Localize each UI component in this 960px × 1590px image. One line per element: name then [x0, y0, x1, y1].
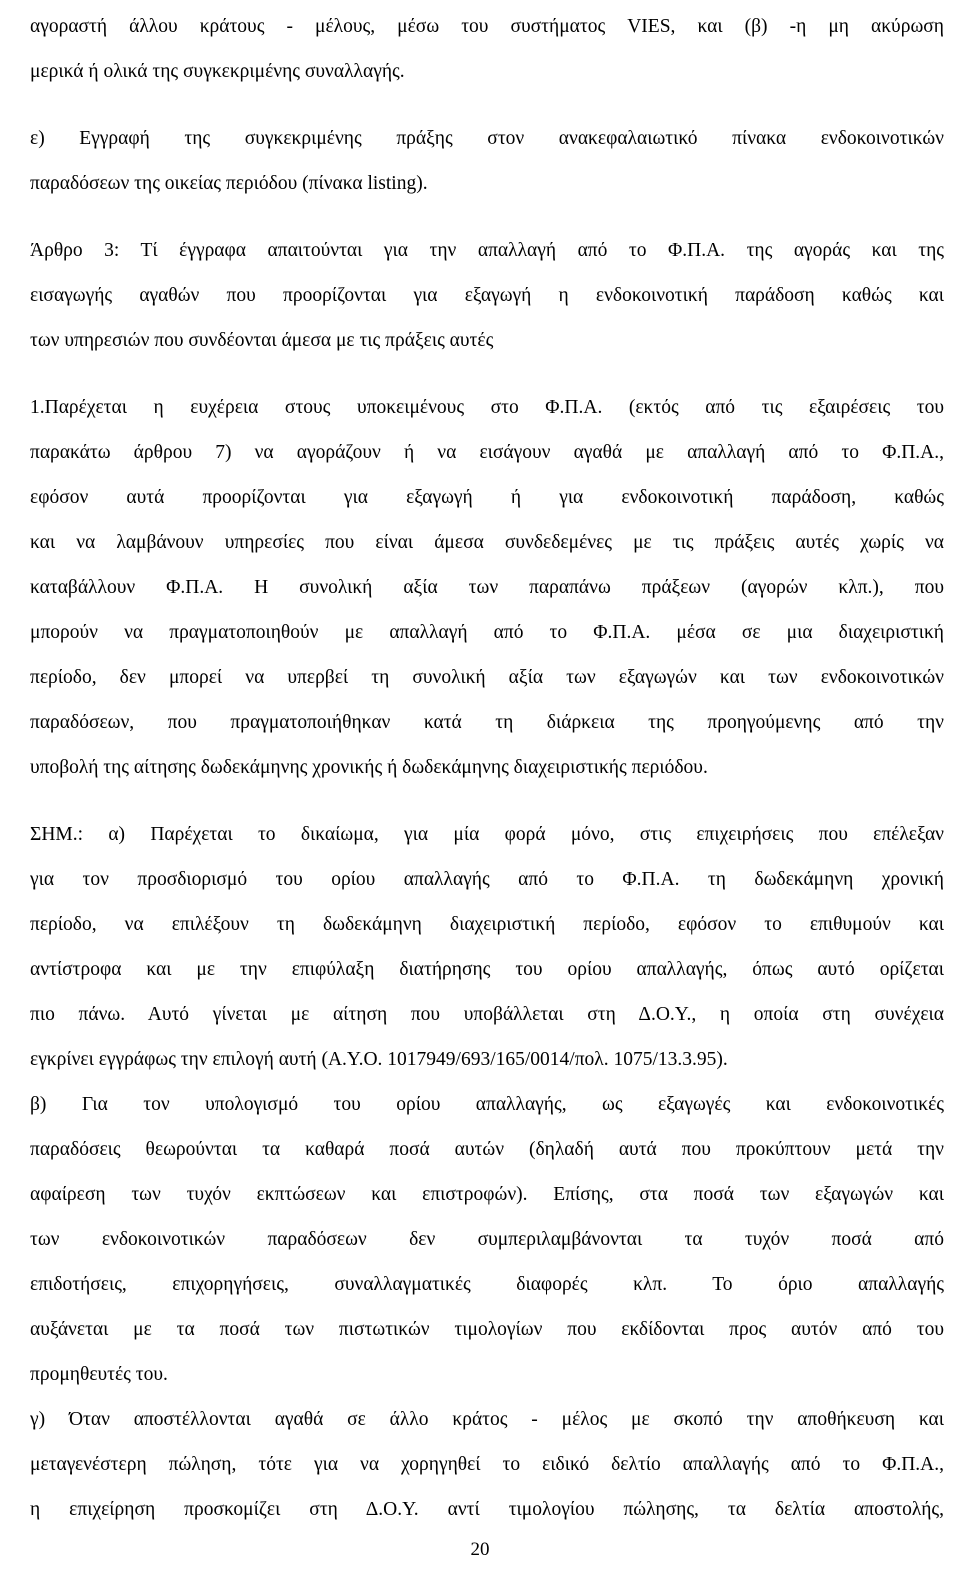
text-line: υποβολή της αίτησης δωδεκάμηνης χρονικής ή δωδεκάμηνης διαχειριστικής περιόδου.	[30, 757, 708, 778]
text-line: γ) Όταν αποστέλλονται αγαθά σε άλλο κράτος - μέλος με σκοπό την αποθήκευση και	[30, 1409, 944, 1430]
text-line: η επιχείρηση προσκομίζει στη Δ.Ο.Υ. αντί τιμολογίου πώλησης, τα δελτία αποστολής,	[30, 1499, 944, 1520]
article-heading: Άρθρο 3: Τί έγγραφα απαιτούνται για την απαλλαγή από το Φ.Π.Α. της αγοράς και της	[30, 240, 944, 261]
text-line: περίοδο, να επιλέξουν τη δωδεκάμηνη διαχειριστική περίοδο, εφόσον το επιθυμούν και	[30, 914, 944, 935]
text-line: των ενδοκοινοτικών παραδόσεων δεν συμπεριλαμβάνονται τα τυχόν ποσά από	[30, 1229, 944, 1250]
text-line: για τον προσδιορισμό του ορίου απαλλαγής από το Φ.Π.Α. τη δωδεκάμηνη χρονική	[30, 869, 944, 890]
text-line: αφαίρεση των τυχόν εκπτώσεων και επιστροφών). Επίσης, στα ποσά των εξαγωγών και	[30, 1184, 944, 1205]
text-line: εγκρίνει εγγράφως την επιλογή αυτή (Α.Υ.Ο. 1017949/693/165/0014/πολ. 1075/13.3.95).	[30, 1049, 728, 1070]
text-line: επιδοτήσεις, επιχορηγήσεις, συναλλαγματικές διαφορές κλπ. Το όριο απαλλαγής	[30, 1274, 944, 1295]
note-line: ΣΗΜ.: α) Παρέχεται το δικαίωμα, για μία φορά μόνο, στις επιχειρήσεις που επέλεξαν	[30, 824, 944, 845]
text-line: καταβάλλουν Φ.Π.Α. Η συνολική αξία των παραπάνω πράξεων (αγορών κλπ.), που	[30, 577, 944, 598]
text-line: παραδόσεις θεωρούνται τα καθαρά ποσά αυτών (δηλαδή αυτά που προκύπτουν μετά την	[30, 1139, 944, 1160]
text-line: ε) Εγγραφή της συγκεκριμένης πράξης στον ανακεφαλαιωτικό πίνακα ενδοκοινοτικών	[30, 128, 944, 149]
text-line: εισαγωγής αγαθών που προορίζονται για εξαγωγή η ενδοκοινοτική παράδοση καθώς και	[30, 285, 944, 306]
text-line: και να λαμβάνουν υπηρεσίες που είναι άμεσα συνδεδεμένες με τις πράξεις αυτές χωρίς να	[30, 532, 944, 553]
text-line: μερικά ή ολικά της συγκεκριμένης συναλλαγής.	[30, 61, 405, 82]
text-line: παραδόσεων της οικείας περιόδου (πίνακα listing).	[30, 173, 428, 194]
document-body	[30, 4, 944, 1532]
text-line: β) Για τον υπολογισμό του ορίου απαλλαγής, ως εξαγωγές και ενδοκοινοτικές	[30, 1094, 944, 1115]
text-line: μεταγενέστερη πώληση, τότε για να χορηγηθεί το ειδικό δελτίο απαλλαγής από το Φ.Π.Α.,	[30, 1454, 944, 1475]
text-line: παρακάτω άρθρου 7) να αγοράζουν ή να εισάγουν αγαθά με απαλλαγή από το Φ.Π.Α.,	[30, 442, 944, 463]
text-line: εφόσον αυτά προορίζονται για εξαγωγή ή για ενδοκοινοτική παράδοση, καθώς	[30, 487, 944, 508]
text-line: πιο πάνω. Αυτό γίνεται με αίτηση που υποβάλλεται στη Δ.Ο.Υ., η οποία στη συνέχεια	[30, 1004, 944, 1025]
text-line: αγοραστή άλλου κράτους - μέλους, μέσω του συστήματος VIES, και (β) -η μη ακύρωση	[30, 16, 944, 37]
text-line: των υπηρεσιών που συνδέονται άμεσα με τις πράξεις αυτές	[30, 330, 494, 351]
text-line: μπορούν να πραγματοποιηθούν με απαλλαγή από το Φ.Π.Α. μέσα σε μια διαχειριστική	[30, 622, 944, 643]
text-line: αυξάνεται με τα ποσά των πιστωτικών τιμολογίων που εκδίδονται προς αυτόν από του	[30, 1319, 944, 1340]
text-line: 1.Παρέχεται η ευχέρεια στους υποκειμένους στο Φ.Π.Α. (εκτός από τις εξαιρέσεις του	[30, 397, 944, 418]
page-number: 20	[470, 1539, 490, 1560]
text-line: αντίστροφα και με την επιφύλαξη διατήρησης του ορίου απαλλαγής, όπως αυτό ορίζεται	[30, 959, 944, 980]
text-line: παραδόσεων, που πραγματοποιήθηκαν κατά τη διάρκεια της προηγούμενης από την	[30, 712, 944, 733]
text-line: προμηθευτές του.	[30, 1364, 168, 1385]
text-line: περίοδο, δεν μπορεί να υπερβεί τη συνολική αξία των εξαγωγών και των ενδοκοινοτικών	[30, 667, 944, 688]
